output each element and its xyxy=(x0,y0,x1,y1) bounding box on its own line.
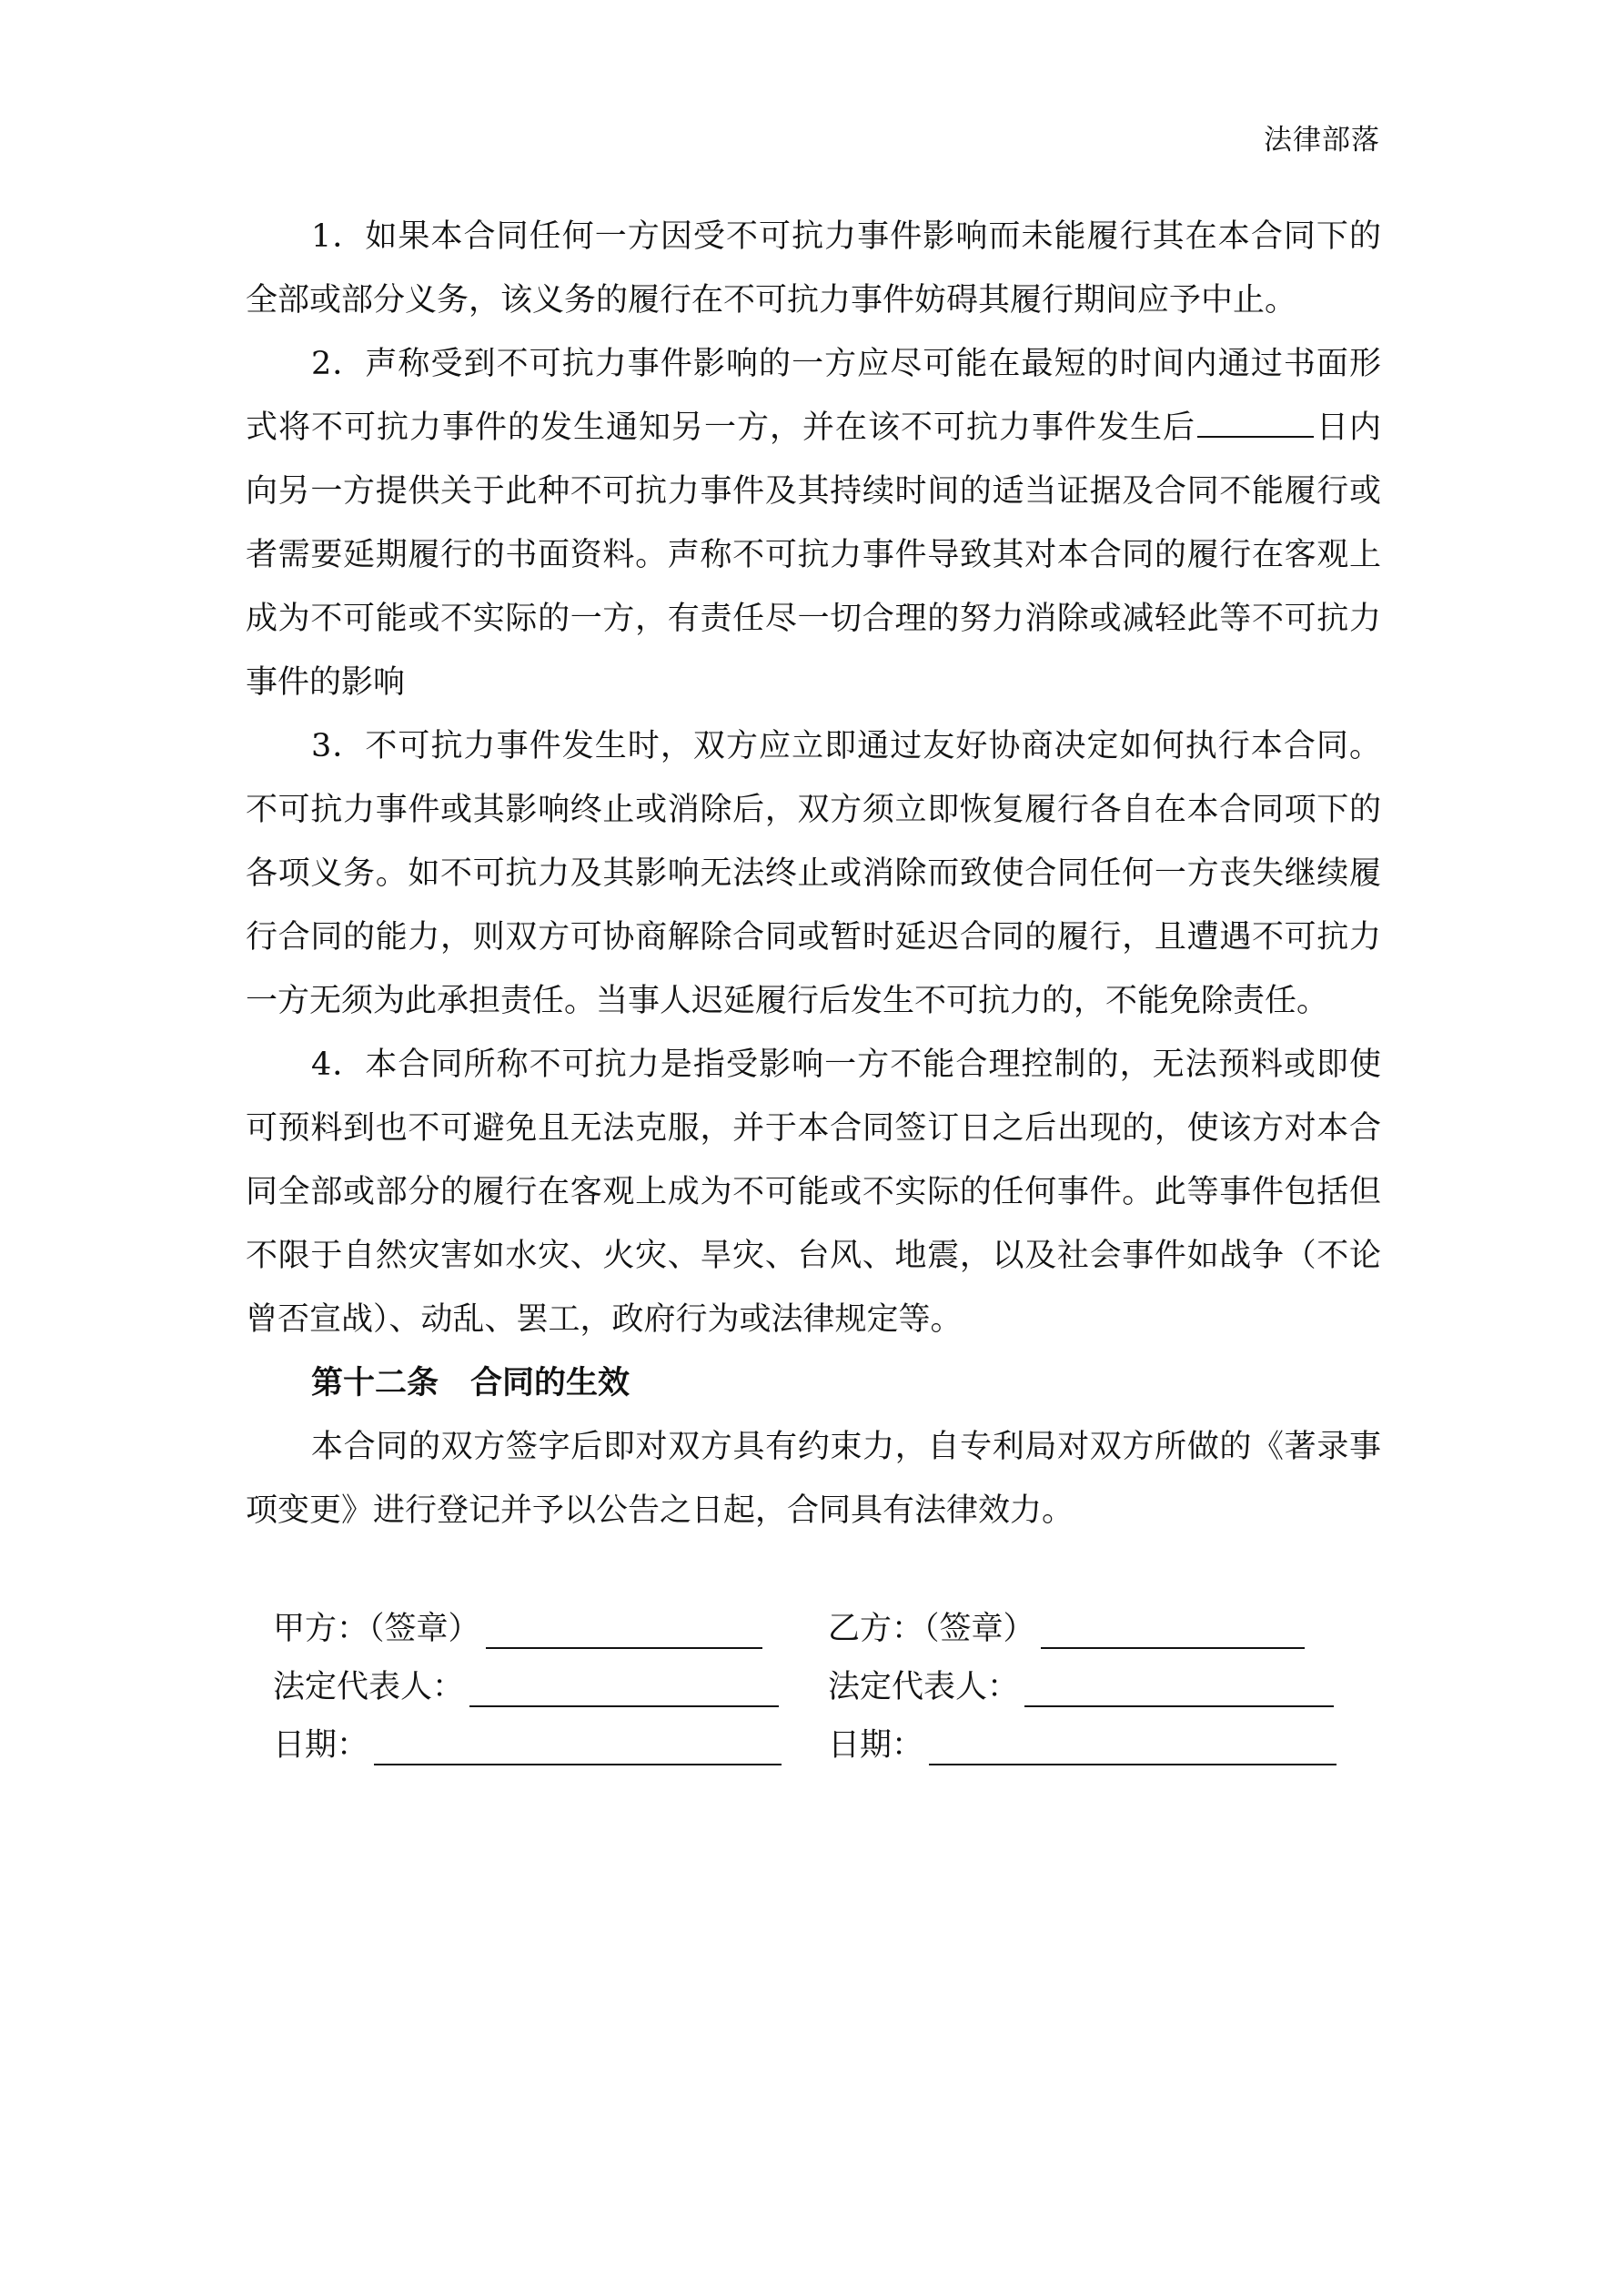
clause-2-text-before: 2．声称受到不可抗力事件影响的一方应尽可能在最短的时间内通过书面形式将不可抗力事件的发生通知另一方，并在该不可抗力事件发生后 xyxy=(246,346,1381,446)
party-a-rep xyxy=(273,1662,828,1707)
party-b-seal-line[interactable] xyxy=(1041,1616,1305,1649)
party-b-seal xyxy=(828,1603,1383,1649)
signature-block xyxy=(273,1591,1383,1765)
article-12-heading: 第十二条 合同的生效 xyxy=(311,1365,630,1401)
party-b-date-label: 日期： xyxy=(828,1727,924,1764)
party-b-rep xyxy=(828,1662,1383,1707)
party-a-rep-label: 法定代表人： xyxy=(273,1669,465,1705)
party-a-date-label: 日期： xyxy=(273,1727,369,1764)
party-b-date xyxy=(828,1720,1383,1765)
party-a-seal xyxy=(273,1603,828,1649)
header-title: 法律部落 xyxy=(1264,124,1380,157)
clause-1: 1．如果本合同任何一方因受不可抗力事件影响而未能履行其在本合同下的全部或部分义务，该义务的履行在不可抗力事件妨碍其履行期间应予中止。 xyxy=(246,218,1381,319)
party-a-date xyxy=(273,1720,828,1765)
days-blank-field[interactable] xyxy=(1197,403,1314,438)
signature-row-date xyxy=(273,1707,1383,1765)
clause-3: 3．不可抗力事件发生时，双方应立即通过友好协商决定如何执行本合同。不可抗力事件或其影响终止或消除后，双方须立即恢复履行各自在本合同项下的各项义务。如不可抗力及其影响无法终止或消除而致使合同任何一方丧失继续履行合同的能力，则双方可协商解除合同或暂时延迟合同的履行，且遭遇不可抗力一方无须为此承担责任。当事人迟延履行后发生不可抗力的，不能免除责任。 xyxy=(246,728,1381,1019)
party-b-date-line[interactable] xyxy=(929,1733,1337,1765)
clause-2-text-after: 日内向另一方提供关于此种不可抗力事件及其持续时间的适当证据及合同不能履行或者需要延期履行的书面资料。声称不可抗力事件导致其对本合同的履行在客观上成为不可能或不实际的一方，有责任尽一切合理的努力消除或减轻此等不可抗力事件的影响 xyxy=(246,410,1381,701)
clause-2 xyxy=(246,332,1381,714)
party-a-seal-line[interactable] xyxy=(486,1616,762,1649)
party-a-rep-line[interactable] xyxy=(469,1674,779,1707)
clause-4: 4．本合同所称不可抗力是指受影响一方不能合理控制的，无法预料或即使可预料到也不可避免且无法克服，并于本合同签订日之后出现的，使该方对本合同全部或部分的履行在客观上成为不可能或不实际的任何事件。此等事件包括但不限于自然灾害如水灾、火灾、旱灾、台风、地震，以及社会事件如战争（不论曾否宣战）、动乱、罢工，政府行为或法律规定等。 xyxy=(246,1047,1381,1338)
party-b-rep-label: 法定代表人： xyxy=(828,1669,1020,1705)
signature-row-seal xyxy=(273,1591,1383,1649)
article-12-text: 本合同的双方签字后即对双方具有约束力，自专利局对双方所做的《著录事项变更》进行登记并予以公告之日起，合同具有法律效力。 xyxy=(246,1429,1381,1529)
party-b-rep-line[interactable] xyxy=(1024,1674,1334,1707)
party-a-date-line[interactable] xyxy=(374,1733,782,1765)
party-b-seal-label: 乙方：（签章） xyxy=(828,1611,1035,1647)
party-a-seal-label: 甲方：（签章） xyxy=(273,1611,480,1647)
contract-body xyxy=(246,205,1381,1542)
signature-row-rep xyxy=(273,1649,1383,1707)
